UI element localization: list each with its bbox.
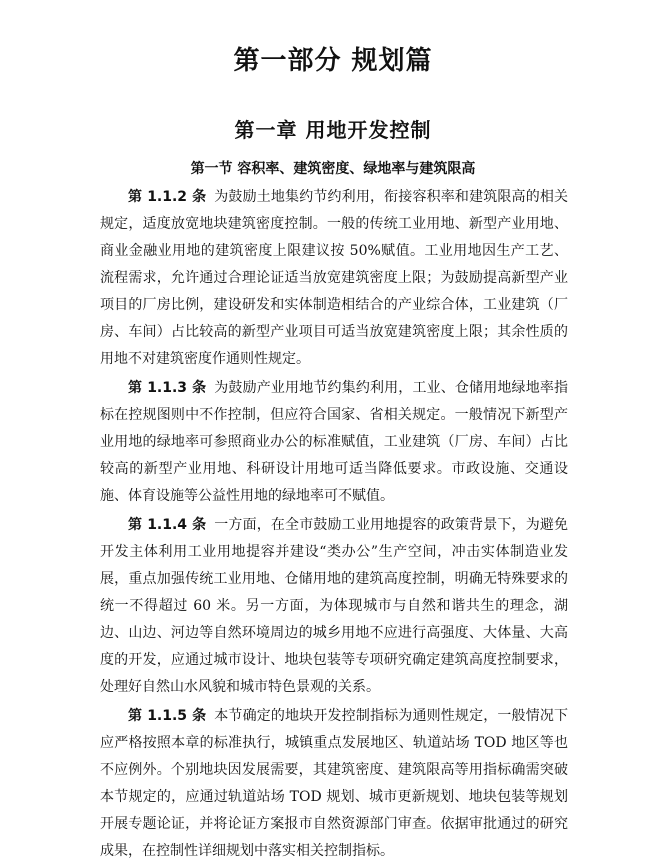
chapter-title: 第一章 用地开发控制 xyxy=(234,118,432,142)
article-number: 第 1.1.5 条 xyxy=(128,708,207,724)
article-number: 第 1.1.3 条 xyxy=(128,380,207,396)
article-text: 一方面，在全市鼓励工业用地提容的政策背景下，为避免开发主体利用工业用地提容并建设“类办公”生产空间，冲击实体制造业发展，重点加强传统工业用地、仓储用地的建筑高度控制，明确无特殊要求的统一不得超过 60 米。另一方面，为体现城市与自然和谐共生的理念，湖边、山边、河边等自然环境周边的城乡用地不应进行高强度、大体量、大高度的开发，应通过城市设计、地块包装等专项研究确定建筑高度控制要求，处理好自然山水风貌和城市特色景观的关系。 xyxy=(100,517,569,695)
article-text: 为鼓励产业用地节约集约利用，工业、仓储用地绿地率指标在控规图则中不作控制，但应符合国家、省相关规定。一般情况下新型产业用地的绿地率可参照商业办公的标准赋值，工业建筑（厂房、车间）占比较高的新型产业用地、科研设计用地可适当降低要求。市政设施、交通设施、体育设施等公益性用地的绿地率可不赋值。 xyxy=(100,380,569,504)
article-number: 第 1.1.4 条 xyxy=(128,517,207,533)
article-text: 本节确定的地块开发控制指标为通则性规定，一般情况下应严格按照本章的标准执行，城镇重点发展地区、轨道站场 TOD 地区等也不应例外。个别地块因发展需要，其建筑密度、建筑限高等用指标确需突破本节规定的，应通过轨道站场 TOD 规划、城市更新规划、地块包装等规划开展专题论证，并将论证方案报市自然资源部门审查。依据审批通过的研究成果，在控制性详细规划中落实相关控制指标。 xyxy=(100,708,569,859)
article-number: 第 1.1.2 条 xyxy=(128,189,207,205)
article-list xyxy=(100,184,568,867)
article-1-1-3 xyxy=(100,375,568,510)
part-title: 第一部分 规划篇 xyxy=(233,46,433,76)
article-1-1-5 xyxy=(100,703,568,865)
section-title: 第一节 容积率、建筑密度、绿地率与建筑限高 xyxy=(190,161,476,177)
article-1-1-4 xyxy=(100,512,568,701)
article-text: 为鼓励土地集约节约利用，衔接容积率和建筑限高的相关规定，适度放宽地块建筑密度控制。一般的传统工业用地、新型产业用地、商业金融业用地的建筑密度上限建议按 50%赋值。工业用地因生产工艺、流程需求，允许通过合理论证适当放宽建筑密度上限；为鼓励提高新型产业项目的厂房比例，建设研发和实体制造相结合的产业综合体，工业建筑（厂房、车间）占比较高的新型产业项目可适当放宽建筑密度上限；其余性质的用地不对建筑密度作通则性规定。 xyxy=(100,189,569,367)
article-1-1-2 xyxy=(100,184,568,373)
